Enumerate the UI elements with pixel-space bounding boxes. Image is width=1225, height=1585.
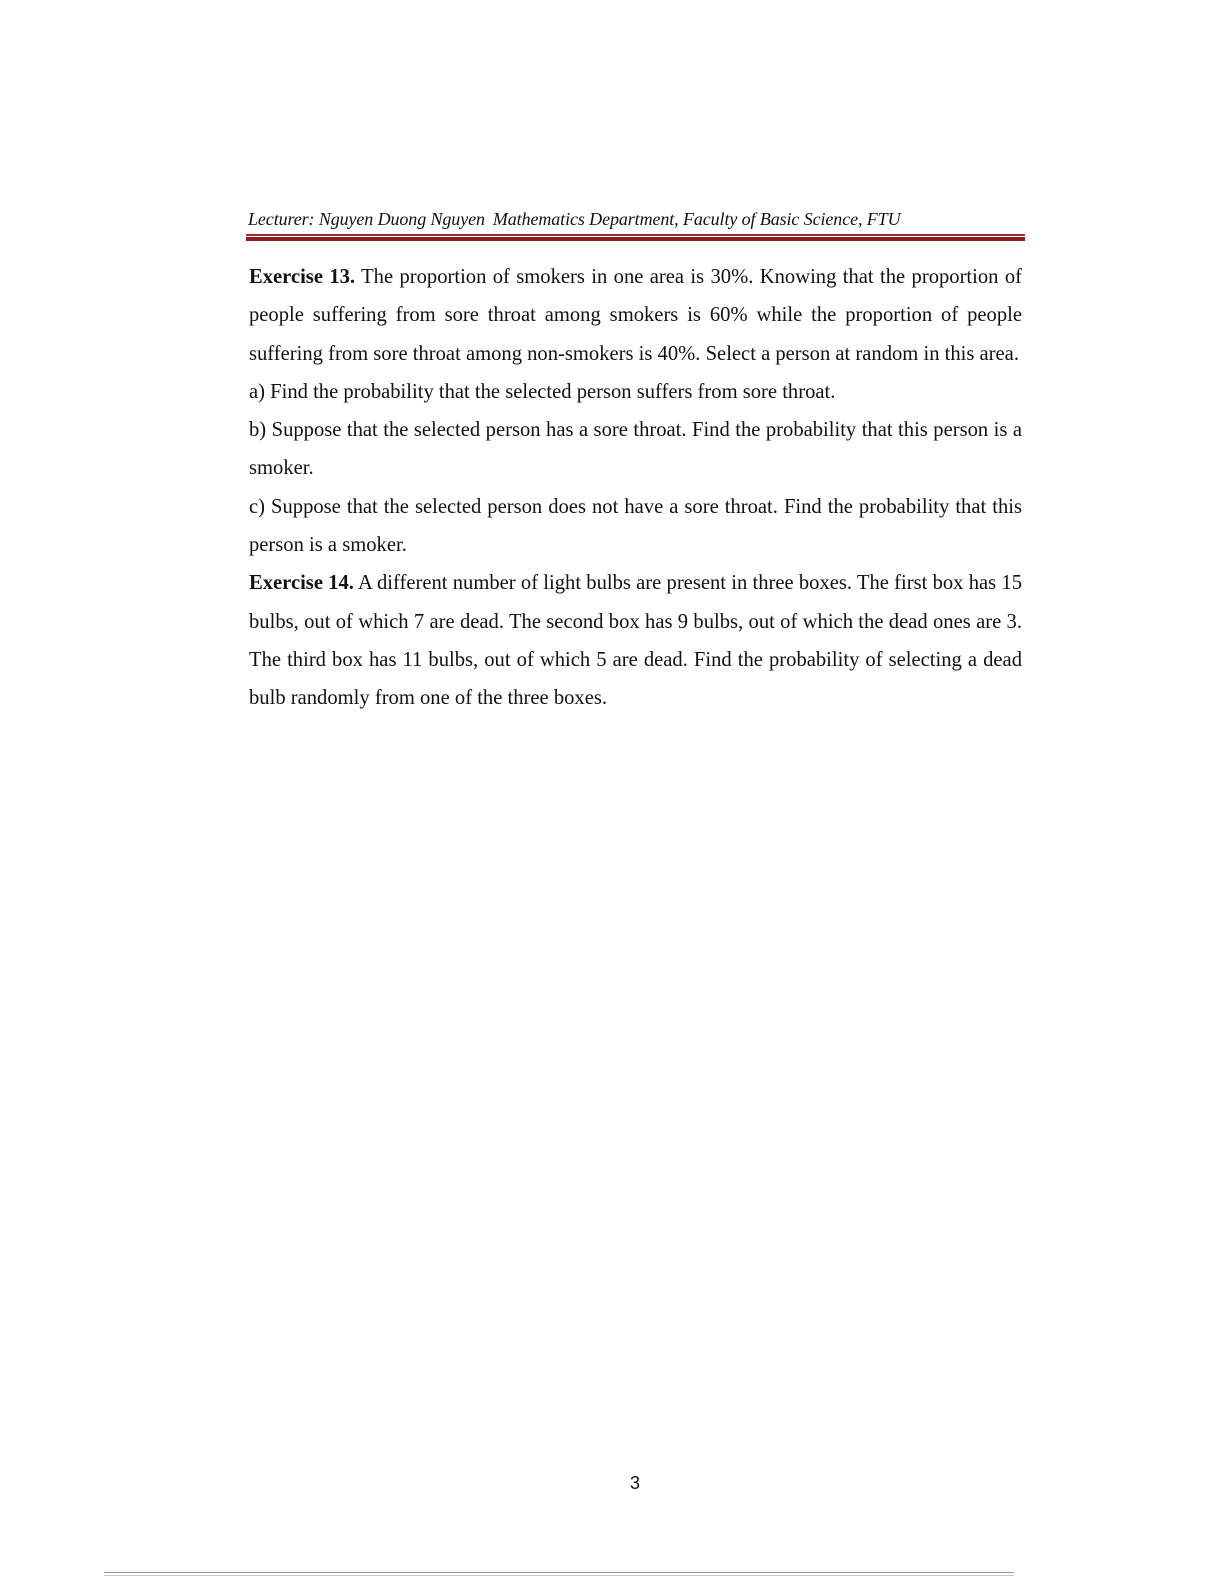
- exercise-13-part-a: a) Find the probability that the selected person suffers from sore throat.: [249, 380, 836, 403]
- header-lecturer: Lecturer: Nguyen Duong Nguyen: [248, 209, 485, 229]
- page-number: 3: [629, 1473, 640, 1493]
- header-rule-thin: [246, 234, 1025, 236]
- header-rule-thick: [246, 237, 1025, 241]
- bottom-divider-secondary: [104, 1575, 1014, 1576]
- exercise-14: [249, 564, 1022, 717]
- exercise-14-label: Exercise 14.: [249, 572, 354, 595]
- exercise-13-part-b: b) Suppose that the selected person has a sore throat. Find the probability that this person is a smoker.: [249, 419, 1022, 480]
- exercise-13-label: Exercise 13.: [249, 266, 356, 288]
- header-department: Mathematics Department, Faculty of Basic Science, FTU: [492, 209, 901, 229]
- page-header: [248, 209, 1018, 230]
- exercise-13-intro: [249, 258, 1022, 373]
- exercise-13-part-c: c) Suppose that the selected person does not have a sore throat. Find the probability that this person is a smoker.: [249, 495, 1022, 557]
- exercise-14-text: A different number of light bulbs are present in three boxes. The first box has 15 bulbs, out of which 7 are dead. The second box has 9 bulbs, out of which the dead ones are 3. The third box has 11 bulbs, out of which 5 are dead. Find the probability of selecting a dead bulb randomly from one of the three boxes.: [249, 572, 1022, 710]
- bottom-divider: [104, 1572, 1014, 1573]
- exercise-13-text: The proportion of smokers in one area is 30%. Knowing that the proportion of people suffering from sore throat among smokers is 60% while the proportion of people suffering from sore throat among non-smokers is 40%. Select a person at random in this area.: [249, 266, 1022, 365]
- page-content: [249, 258, 1022, 718]
